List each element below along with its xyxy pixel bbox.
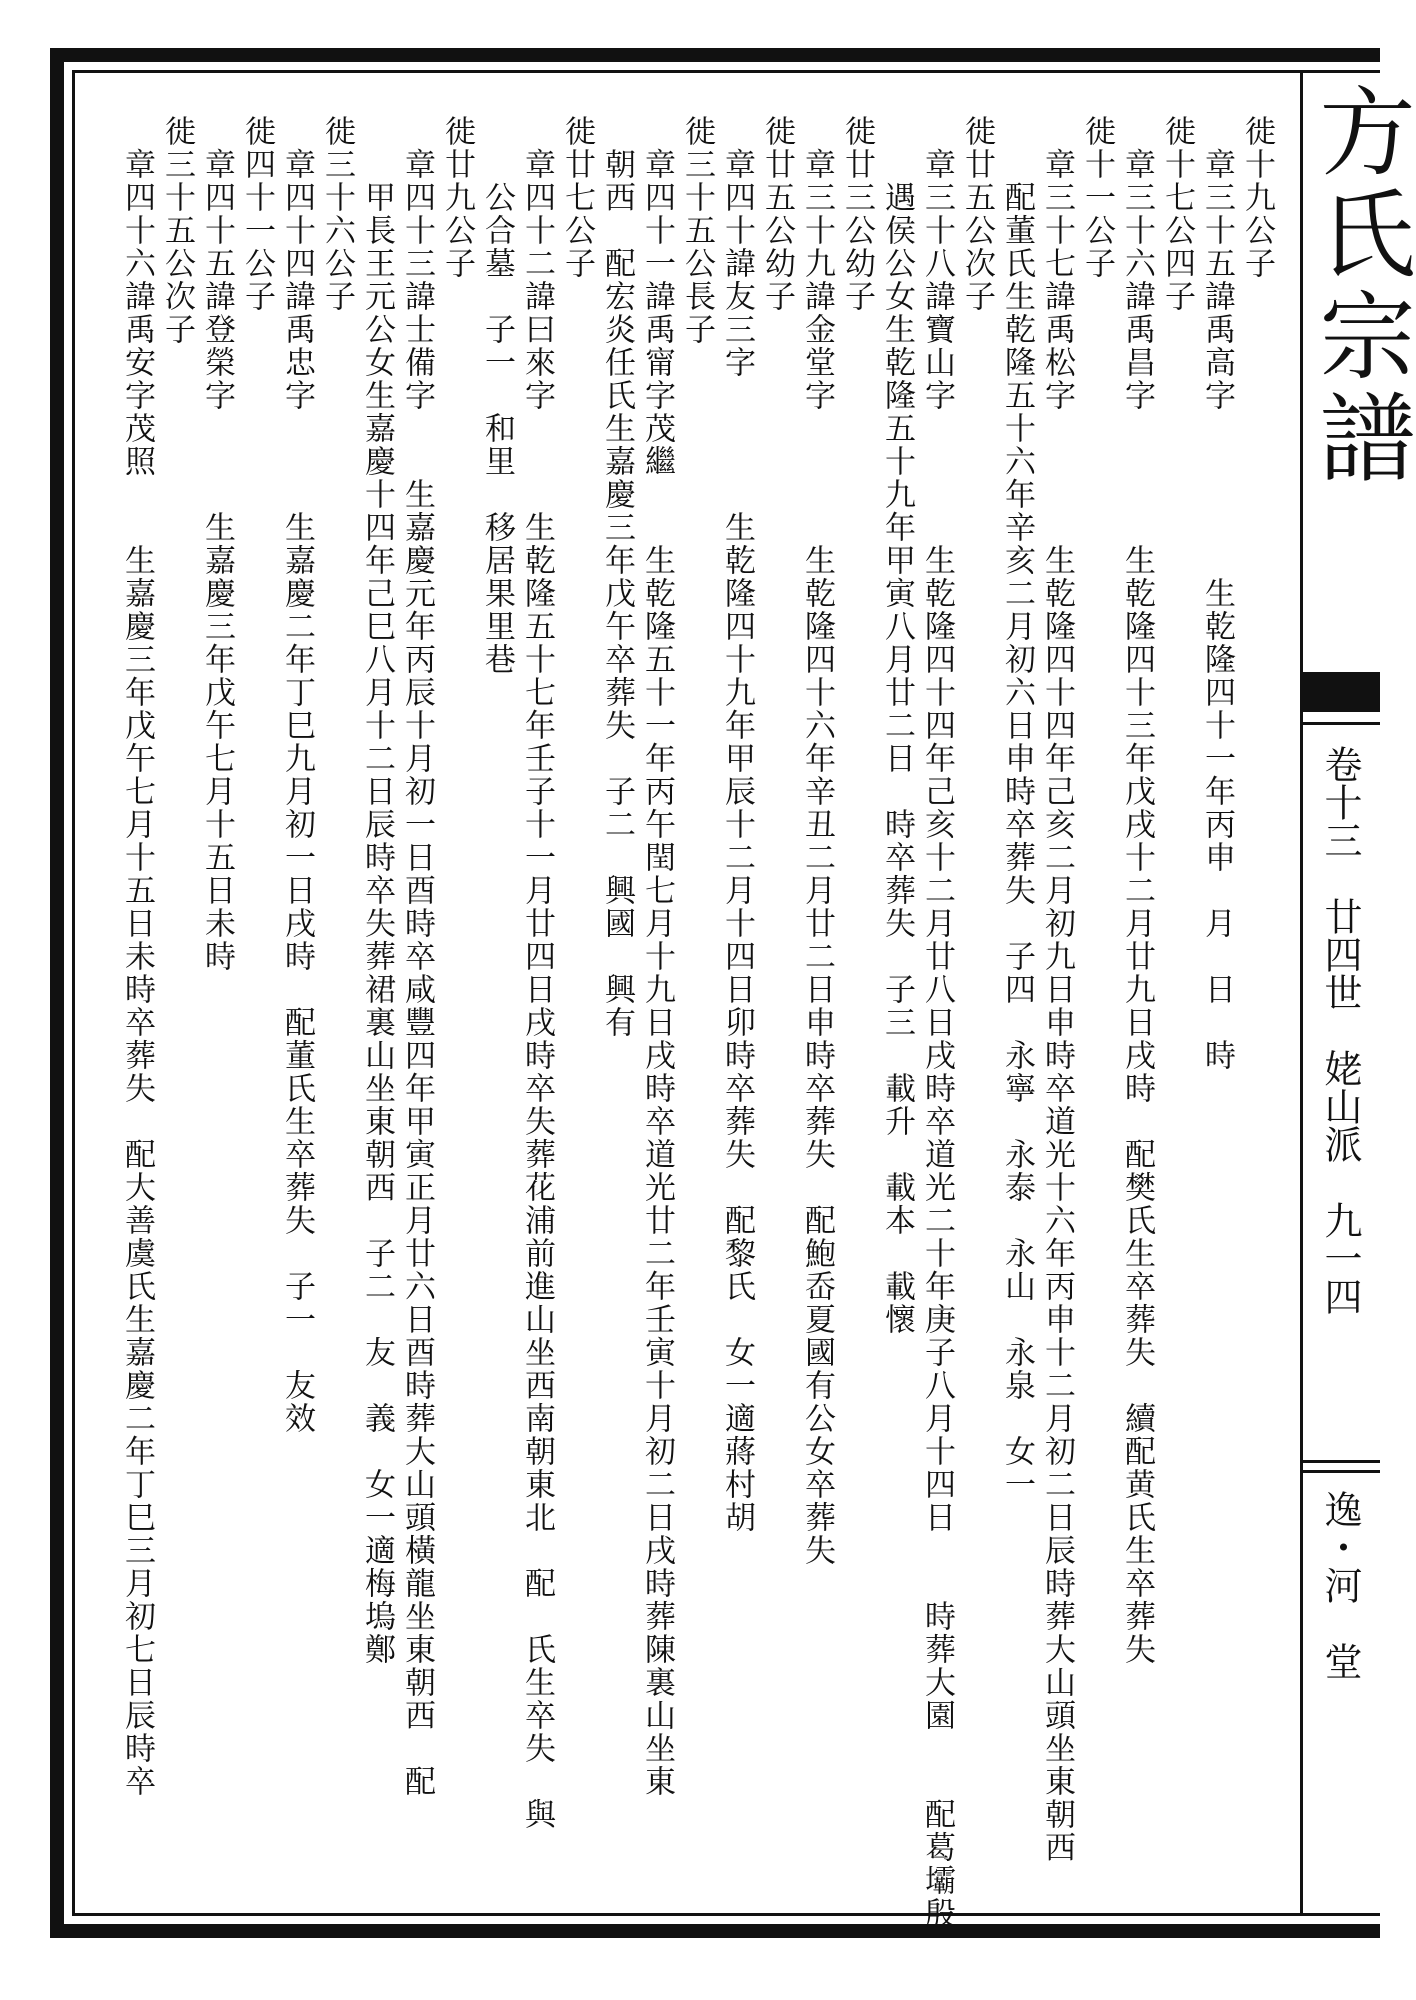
frame-bottom-bar — [50, 1924, 1380, 1938]
text-column: 配董氏生乾隆五十六年辛亥二月初六日申時卒葬失 子四 永寧 永泰 永山 永泉 女一 — [999, 115, 1035, 1501]
hall-name: 逸・河 堂 — [1318, 1490, 1362, 1680]
text-column: 朝西 配宏炎任氏生嘉慶三年戊午卒葬失 子二 興國 興有 — [599, 115, 635, 1039]
text-column: 章三十八諱寶山字 生乾隆四十四年己亥十二月廿八日戌時卒道光二十年庚子八月十四日 時葬大園 配葛壩殷 — [919, 115, 955, 1930]
text-column: 徙廿七公子 — [559, 115, 595, 280]
title-band — [1303, 672, 1380, 712]
title-divider — [1300, 70, 1303, 1916]
text-column: 章四十三諱士備字 生嘉慶元年丙辰十月初一日酉時卒咸豐四年甲寅正月廿六日酉時葬大山頭橫龍坐東朝西 配 — [399, 115, 435, 1798]
text-column: 章三十五諱禹高字 生乾隆四十一年丙申 月 日 時 — [1199, 115, 1235, 1072]
text-column: 甲長王元公女生嘉慶十四年己巳八月十二日辰時卒失葬裙裏山坐東朝西 子二 友 義 女一適梅塢鄭 — [359, 115, 395, 1666]
text-column: 徙三十五公次子 — [159, 115, 195, 346]
text-column: 章四十五諱登榮字 生嘉慶三年戊午七月十五日未時 — [199, 115, 235, 973]
text-column: 徙廿五公幼子 — [759, 115, 795, 313]
volume-info: 卷十三 廿四世 姥山派 九一四 — [1318, 745, 1362, 1315]
text-column: 徙廿五公次子 — [959, 115, 995, 313]
text-column: 章三十七諱禹松字 生乾隆四十四年己亥二月初九日申時卒道光十六年丙申十二月初二日辰時葬大山頭坐東朝西 — [1039, 115, 1075, 1864]
text-column: 章四十一諱禹甯字茂繼 生乾隆五十一年丙午閏七月十九日戌時卒道光廿二年壬寅十月初二日戌時葬陳裏山坐東 — [639, 115, 675, 1798]
title-rule-thin — [1303, 722, 1380, 725]
text-column: 章三十九諱金堂字 生乾隆四十六年辛丑二月廿二日申時卒葬失 配鮑岙夏國有公女卒葬失 — [799, 115, 835, 1567]
text-column: 遇侯公女生乾隆五十九年甲寅八月廿二日 時卒葬失 子三 載升 載本 載懷 — [879, 115, 915, 1336]
book-title: 方氏宗譜 — [1304, 82, 1416, 490]
text-column: 章三十六諱禹昌字 生乾隆四十三年戊戌十二月廿九日戌時 配樊氏生卒葬失 續配黄氏生卒葬失 — [1119, 115, 1155, 1666]
text-column: 章四十二諱曰來字 生乾隆五十七年壬子十一月廿四日戌時卒失葬花浦前進山坐西南朝東北 配 氏生卒失 與 — [519, 115, 555, 1831]
text-column: 章四十六諱禹安字茂照 生嘉慶三年戊午七月十五日未時卒葬失 配大善虞氏生嘉慶二年丁巳三月初七日辰時卒 — [119, 115, 155, 1798]
text-column: 徙十一公子 — [1079, 115, 1115, 280]
text-column: 徙十九公子 — [1239, 115, 1275, 280]
hall-rule-1 — [1303, 1460, 1380, 1463]
text-column: 徙四十一公子 — [239, 115, 275, 313]
text-column: 徙廿九公子 — [439, 115, 475, 280]
hall-rule-2 — [1303, 1470, 1380, 1473]
text-column: 公合墓 子一 和里 移居果里巷 — [479, 115, 515, 676]
text-column: 章四十諱友三字 生乾隆四十九年甲辰十二月十四日卯時卒葬失 配黎氏 女一適蔣村胡 — [719, 115, 755, 1534]
text-column: 徙三十五公長子 — [679, 115, 715, 346]
text-column: 章四十四諱禹忠字 生嘉慶二年丁巳九月初一日戌時 配董氏生卒葬失 子一 友效 — [279, 115, 315, 1435]
text-column: 徙廿三公幼子 — [839, 115, 875, 313]
text-column: 徙十七公四子 — [1159, 115, 1195, 313]
text-column: 徙三十六公子 — [319, 115, 355, 313]
